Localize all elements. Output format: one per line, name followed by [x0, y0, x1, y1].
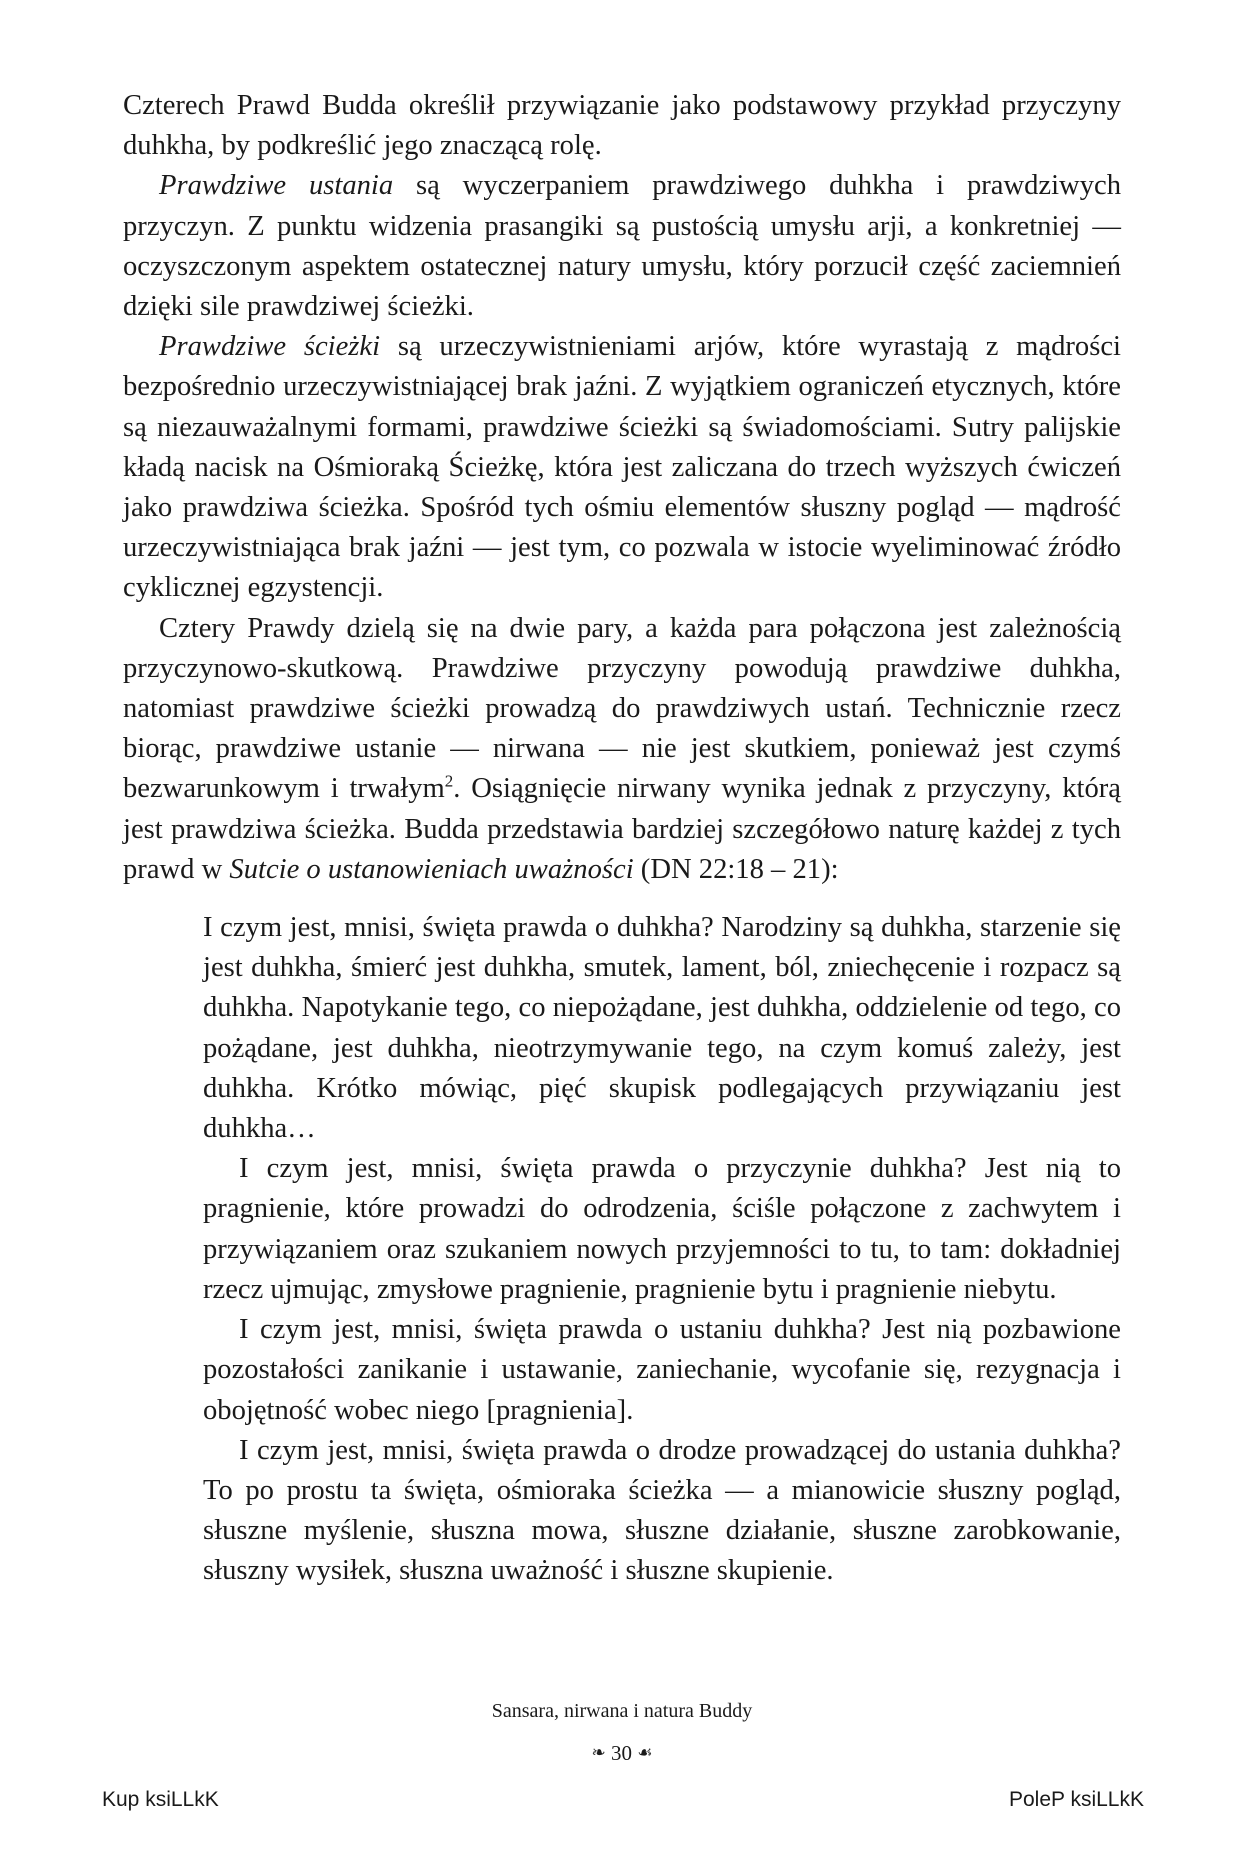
quote-paragraph-1: I czym jest, mnisi, święta prawda o duhkha? Narodziny są duhkha, starzenie się jest duhkha, śmierć jest duhkha, smutek, lament, ból, zniechęcenie i rozpacz są duhkha. Napotykanie tego, co niepożądane, jest duhkha, oddzielenie od tego, co pożądane, jest duhkha, nieotrzymywanie tego, na czym komuś zależy, jest duhkha. Krótko mówiąc, pięć skupisk podlegających przywiązaniu jest duhkha…	[203, 912, 1121, 1145]
quote-paragraph-3: I czym jest, mnisi, święta prawda o ustaniu duhkha? Jest nią pozbawione pozostałości zanikanie i ustawanie, zaniechanie, wycofanie się, rezygnacja i obojętność wobec niego [pragnienia].	[203, 1314, 1121, 1426]
block-quote	[203, 908, 1121, 1591]
page-number: 30	[611, 1741, 632, 1765]
ornament-left-icon: ❧	[591, 1743, 606, 1763]
term-true-cessations: Prawdziwe ustania	[159, 170, 394, 202]
running-title: Sansara, nirwana i natura Buddy	[491, 1700, 753, 1722]
paragraph-3-text: są urzeczywistnieniami arjów, które wyrastają z mądrości bezpośrednio urzeczywistniającej brak jaźni. Z wyjątkiem ograniczeń etycznych, które są niezauważalnymi formami, prawdziwe ścieżki są świadomościami. Sutry palijskie kładą nacisk na Ośmioraką Ścieżkę, która jest zaliczana do trzech wyższych ćwiczeń jako prawdziwa ścieżka. Spośród tych ośmiu elementów słuszny pogląd — mądrość urzeczywistniająca brak jaźni — jest tym, co pozwala w istocie wyeliminować źródło cyklicznej egzystencji.	[123, 331, 1121, 604]
quote-paragraph-2: I czym jest, mnisi, święta prawda o przyczynie duhkha? Jest nią to pragnienie, które prowadzi do odrodzenia, ściśle połączone z zachwytem i przywiązaniem oraz szukaniem nowych przyjemności to tu, to tam: dokładniej rzecz ujmując, zmysłowe pragnienie, pragnienie bytu i pragnienie niebytu.	[203, 1153, 1121, 1305]
paragraph-4	[123, 609, 1121, 890]
page-body	[123, 86, 1121, 1592]
paragraph-4-text-b: . Osiągnięcie nirwany wynika jednak z przyczyny, którą jest prawdziwa ścieżka. Budda przedstawia bardziej szczegółowo naturę każdej z tych prawd w	[123, 773, 1121, 885]
footnote-marker[interactable]: 2	[444, 771, 454, 791]
paragraph-4-text-a: Cztery Prawdy dzielą się na dwie pary, a każda para połączona jest zależnością przyczynowo-skutkową. Prawdziwe przyczyny powodują prawdziwe duhkha, natomiast prawdziwe ścieżki prowadzą do prawdziwych ustań. Technicznie rzecz biorąc, prawdziwe ustanie — nirwana — nie jest skutkiem, ponieważ jest czymś bezwarunkowym i trwałym	[123, 612, 1121, 805]
paragraph-4-text-c: (DN 22:18 – 21):	[633, 853, 839, 885]
paragraph-1: Czterech Prawd Budda określił przywiązanie jako podstawowy przykład przyczyny duhkha, by podkreślić jego znaczącą rolę.	[123, 90, 1121, 162]
paragraph-3	[123, 327, 1121, 608]
term-true-paths: Prawdziwe ścieżki	[159, 331, 381, 363]
buy-book-link[interactable]: Kup ksiLLkK	[102, 1788, 219, 1811]
ornament-right-icon: ☙	[637, 1743, 653, 1763]
sutta-title: Sutcie o ustanowieniach uważności	[229, 853, 634, 885]
paragraph-2	[123, 166, 1121, 327]
page-number-block	[0, 1741, 1244, 1766]
quote-paragraph-4: I czym jest, mnisi, święta prawda o drodze prowadzącej do ustania duhkha? To po prostu ta święta, ośmioraka ścieżka — a mianowicie słuszny pogląd, słuszne myślenie, słuszna mowa, słuszne działanie, słuszne zarobkowanie, słuszny wysiłek, słuszna uważność i słuszne skupienie.	[203, 1434, 1121, 1587]
paragraph-2-text: są wyczerpaniem prawdziwego duhkha i prawdziwych przyczyn. Z punktu widzenia prasangiki są pustością umysłu arji, a konkretniej — oczyszczonym aspektem ostatecznej natury umysłu, który porzucił część zaciemnień dzięki sile prawdziwej ścieżki.	[123, 170, 1121, 323]
recommend-book-link[interactable]: PoleP ksiLLkK	[1008, 1788, 1144, 1811]
